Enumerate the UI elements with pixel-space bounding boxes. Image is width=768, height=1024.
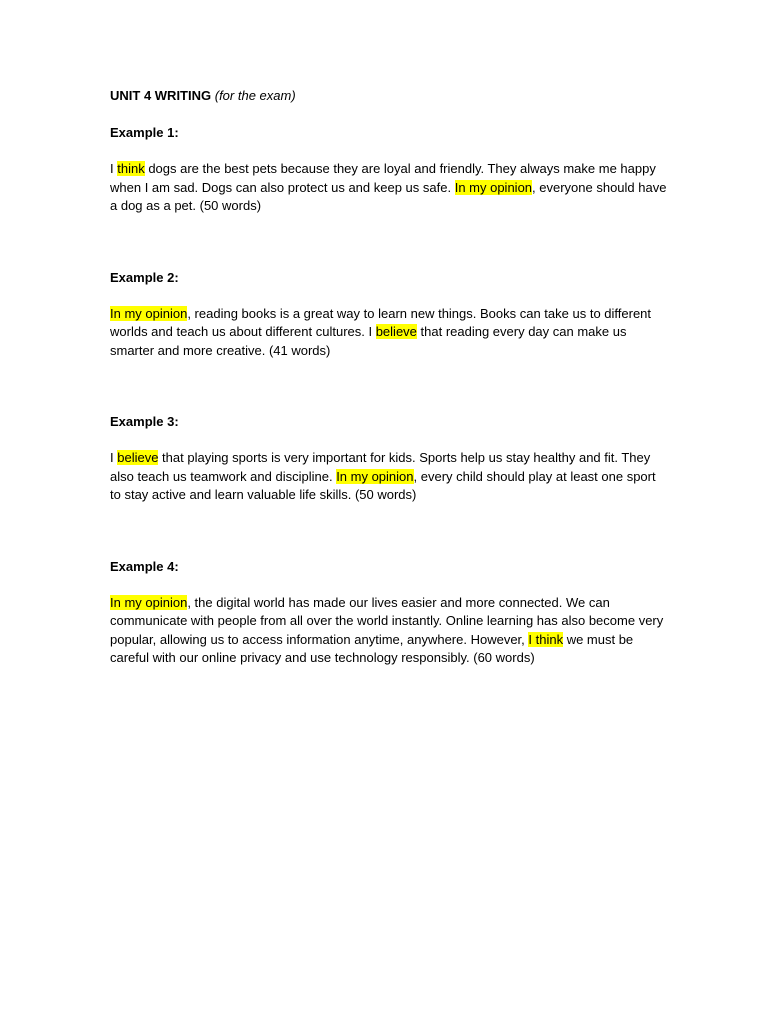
section-spacer <box>110 216 670 268</box>
example-paragraph <box>110 305 670 361</box>
example-block-2 <box>110 268 670 361</box>
example-heading: Example 1: <box>110 125 179 140</box>
text-segment: I <box>110 450 118 465</box>
example-paragraph <box>110 594 670 668</box>
text-segment: we must be careful with our online privacy and use technology responsibly. (60 words) <box>110 631 634 665</box>
highlighted-phrase: In my opinion <box>110 305 188 321</box>
highlighted-phrase: think <box>117 161 145 176</box>
example-paragraph <box>110 449 670 505</box>
highlighted-phrase: In my opinion <box>454 179 533 195</box>
highlighted-phrase: I think <box>528 631 564 647</box>
text-segment: , everyone should have a dog as a pet. (50 words) <box>110 179 667 213</box>
section-spacer <box>110 505 670 557</box>
text-segment: that reading every day can make us smarter and more creative. (41 words) <box>110 324 627 358</box>
example-heading: Example 2: <box>110 269 179 285</box>
title-subtitle: (for the exam) <box>214 88 296 103</box>
highlighted-phrase: believe <box>117 450 159 465</box>
example-block-4 <box>110 557 670 668</box>
examples-list <box>110 123 670 668</box>
text-segment: dogs are the best pets because they are loyal and friendly. They always make me happy when I am sad. Dogs can also protect us and keep us safe. <box>110 161 656 195</box>
highlighted-phrase: believe <box>375 324 417 339</box>
example-heading: Example 4: <box>110 558 179 574</box>
highlighted-phrase: In my opinion <box>110 594 188 610</box>
section-spacer <box>110 360 670 412</box>
title-main: UNIT 4 WRITING <box>110 88 212 103</box>
highlighted-phrase: In my opinion <box>336 468 414 484</box>
example-block-3 <box>110 412 670 505</box>
text-segment: I <box>110 161 118 176</box>
text-segment: that playing sports is very important for kids. Sports help us stay healthy and fit. They also teach us teamwork and discipline. <box>110 450 651 484</box>
document-title <box>110 86 670 106</box>
text-segment: , the digital world has made our lives easier and more connected. We can communicate with people from all over the world instantly. Online learning has also become very popular, allowing us to access information anytime, anywhere. However, <box>110 594 664 647</box>
text-segment: , every child should play at least one sport to stay active and learn valuable life skills. (50 words) <box>110 468 656 502</box>
example-heading: Example 3: <box>110 414 179 429</box>
document-body <box>110 86 670 668</box>
example-paragraph <box>110 160 670 216</box>
text-segment: , reading books is a great way to learn new things. Books can take us to different worlds and teach us about different cultures. I <box>110 305 652 339</box>
example-block-1 <box>110 123 670 216</box>
